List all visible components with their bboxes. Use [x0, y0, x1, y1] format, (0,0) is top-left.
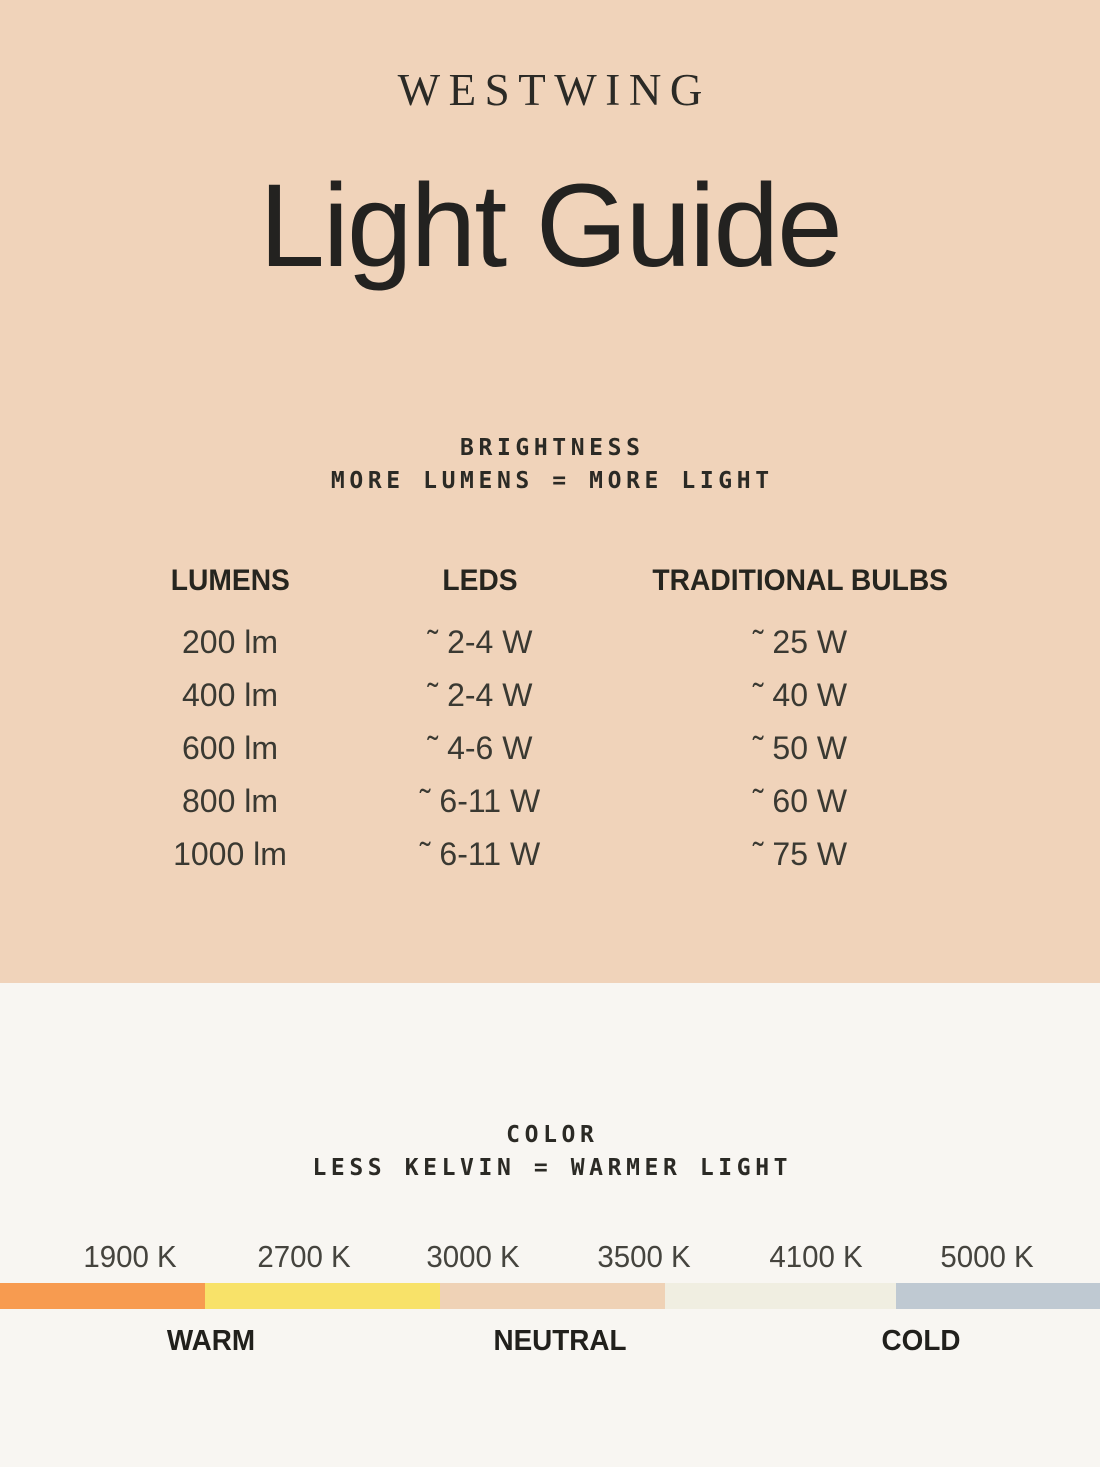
column-header-leds-label: LEDS: [442, 564, 518, 597]
column-header-traditional-bulbs: [643, 558, 957, 604]
temperature-legend: [0, 1325, 1100, 1359]
cell-bulbs: ˜ 25 W: [752, 624, 848, 660]
cell-bulbs: ˜ 40 W: [752, 677, 848, 713]
kelvin-tick-label: 3500 K: [596, 1239, 691, 1274]
cell-lumens: 400 lm: [181, 677, 279, 713]
cell-lumens: 1000 lm: [173, 836, 287, 872]
scale-segment-3500k: [665, 1283, 896, 1309]
column-header-leds: [440, 558, 520, 604]
cell-bulbs: ˜ 60 W: [752, 783, 848, 819]
color-section: [0, 983, 1100, 1467]
cell-lumens: 200 lm: [181, 624, 279, 660]
cell-leds: ˜ 2-4 W: [427, 624, 533, 660]
cell-leds: ˜ 6-11 W: [419, 836, 541, 872]
page-title: Light Guide: [259, 160, 841, 292]
cell-leds: ˜ 4-6 W: [427, 730, 533, 766]
color-temperature-scale-bar: [0, 1283, 1100, 1309]
cell-lumens: 800 lm: [181, 783, 279, 819]
column-header-traditional-bulbs-label: TRADITIONAL BULBS: [652, 564, 948, 597]
cell-lumens: 600 lm: [181, 730, 279, 766]
scale-segment-5000k: [896, 1283, 1100, 1309]
kelvin-tick-label: 4100 K: [769, 1239, 863, 1274]
cell-leds: ˜ 6-11 W: [419, 783, 541, 819]
lumens-conversion-table: [110, 558, 990, 881]
color-heading: COLOR: [506, 1122, 599, 1148]
cell-leds: ˜ 2-4 W: [427, 677, 533, 713]
column-header-lumens-label: LUMENS: [170, 564, 290, 597]
scale-segment-2700k: [205, 1283, 440, 1309]
color-subheading: LESS KELVIN = WARMER LIGHT: [312, 1155, 793, 1181]
kelvin-tick-label: 1900 K: [83, 1239, 177, 1274]
brightness-heading: BRIGHTNESS: [460, 435, 645, 461]
brightness-heading-block: [0, 432, 1100, 498]
brand-logo: WESTWING: [397, 65, 711, 115]
cell-bulbs: ˜ 75 W: [752, 836, 848, 872]
column-header-lumens: [167, 558, 294, 604]
legend-label-warm: WARM: [167, 1325, 256, 1357]
cell-bulbs: ˜ 50 W: [752, 730, 848, 766]
kelvin-tick-label: 5000 K: [940, 1239, 1034, 1274]
kelvin-axis: [0, 1239, 1100, 1277]
scale-segment-3000k: [440, 1283, 666, 1309]
legend-label-cold: COLD: [881, 1325, 961, 1357]
brightness-subheading: MORE LUMENS = MORE LIGHT: [330, 468, 774, 494]
legend-label-neutral: NEUTRAL: [493, 1325, 627, 1357]
kelvin-tick-label: 2700 K: [256, 1239, 351, 1274]
color-heading-block: [0, 983, 1100, 1185]
scale-segment-1900k: [0, 1283, 205, 1309]
kelvin-tick-label: 3000 K: [426, 1239, 520, 1274]
